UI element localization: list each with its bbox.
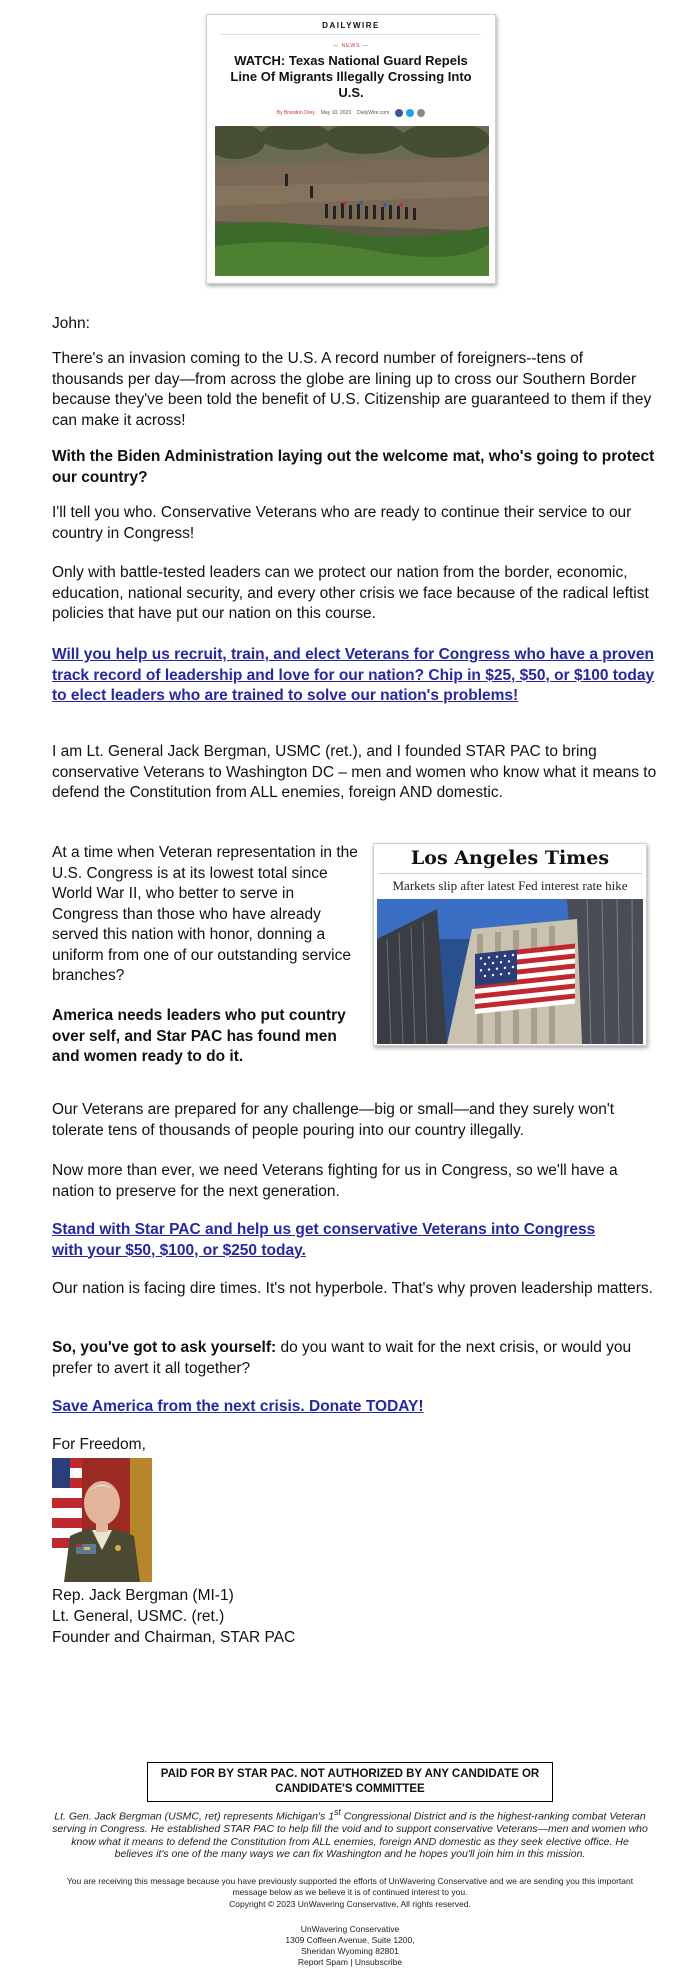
news-section-label: — NEWS — [333, 43, 369, 49]
receiving-notice: You are receiving this message because you have previously supported the efforts of UnWavering Conservative and we are sending you this important message below as we believe it is of continued interest to you. [66, 1876, 634, 1897]
share-icon [417, 109, 425, 117]
ask-yourself-rest: do you want to wait for the next crisis, or would you prefer to avert it all together? [52, 1339, 632, 1377]
paragraph-conservative-veterans: I'll tell you who. Conservative Veterans who are ready to continue their service to our country in Congress! [52, 504, 632, 542]
paragraph-biden-question: With the Biden Administration laying out the welcome mat, who's going to protect our country? [52, 448, 655, 486]
bergman-portrait [52, 1458, 152, 1582]
stock-exchange-photo [377, 899, 643, 1044]
report-spam-link[interactable]: Report Spam [297, 1957, 348, 1967]
paragraph-country-over-self: America needs leaders who put country over self, and Star PAC has found men and women ready to do it. [52, 1007, 346, 1065]
footer-links [52, 1957, 648, 1968]
org-name: UnWavering Conservative [300, 1924, 400, 1934]
signature-role: Founder and Chairman, STAR PAC [52, 1629, 296, 1646]
news-headline: WATCH: Texas National Guard Repels Line Of Migrants Illegally Crossing Into U.S. [230, 53, 472, 100]
la-times-masthead: Los Angeles Times [410, 847, 610, 869]
dailywire-news-card[interactable] [206, 14, 496, 284]
bio-part1: Lt. Gen. Jack Bergman (USMC, ret) represents Michigan's 1 [54, 1810, 335, 1823]
social-icons [395, 109, 425, 117]
paragraph-ask-yourself [52, 1338, 657, 1379]
twitter-icon [406, 109, 414, 117]
donate-link-stand-with[interactable]: Stand with Star PAC and help us get conservative Veterans into Congress with your $50, $100, or $250 today. [52, 1221, 596, 1259]
address-line-1: 1309 Coffeen Avenue, Suite 1200, [285, 1935, 415, 1945]
paragraph-star-pac-founding: I am Lt. General Jack Bergman, USMC (ret.), and I founded STAR PAC to bring conservative Veterans to Washington DC – men and women who know what it means to defend the Constitution from ALL enemies, foreign AND domestic. [52, 743, 657, 801]
la-times-headline: Markets slip after latest Fed interest rate hike [378, 873, 642, 894]
news-author: By Brandon Drey [276, 110, 315, 116]
facebook-icon [395, 109, 403, 117]
paid-for-disclaimer: PAID FOR BY STAR PAC. NOT AUTHORIZED BY ANY CANDIDATE OR CANDIDATE'S COMMITTEE [147, 1762, 553, 1802]
salutation: John: [52, 315, 90, 332]
news-site: DailyWire.com [357, 110, 390, 116]
address-line-2: Sheridan Wyoming 82801 [301, 1946, 399, 1956]
paragraph-battle-tested: Only with battle-tested leaders can we protect our nation from the border, economic, education, national security, and every other crisis we face because of the radical leftist policies that have put our nation on this course. [52, 564, 649, 622]
news-date: May 10, 2023 [320, 110, 352, 116]
donate-link-recruit[interactable]: Will you help us recruit, train, and elect Veterans for Congress who have a proven track record of leadership and love for our nation? Chip in $25, $50, or $100 today to elect leaders who are trained to solve our nation's problems! [52, 646, 655, 704]
ask-yourself-lead: So, you've got to ask yourself: [52, 1339, 277, 1356]
footer-separator: | [347, 1957, 355, 1967]
dailywire-logo: DAILYWIRE [221, 21, 481, 35]
paragraph-veterans-prepared: Our Veterans are prepared for any challenge—big or small—and they surely won't tolerate tens of thousands of people pouring into our country illegally. [52, 1101, 615, 1139]
bergman-bio [52, 1806, 648, 1861]
news-byline [207, 109, 495, 117]
donate-link-save-america[interactable]: Save America from the next crisis. Donate TODAY! [52, 1398, 424, 1415]
border-crossing-photo [215, 126, 489, 276]
paragraph-veteran-representation: At a time when Veteran representation in the U.S. Congress is at its lowest total since World War II, who better to serve in Congress than those who have already served this nation with honor, donning a uniform from one of our outstanding service branches? [52, 844, 358, 984]
unsubscribe-link[interactable]: Unsubscribe [354, 1957, 403, 1967]
la-times-card[interactable] [373, 843, 647, 1046]
paragraph-more-than-ever: Now more than ever, we need Veterans fighting for us in Congress, so we'll have a nation to preserve for the next generation. [52, 1162, 618, 1200]
bio-part2: Congressional District and is the highest-ranking combat Veteran serving in Congress. He established STAR PAC to help fill the void and to support conservative Veterans—men and women who know what it means to defend the Constitution from ALL enemies, foreign AND domestic as they seek elective office. He believes it's one of the many ways we can fix Washington and he hopes you'll join him in this mission. [52, 1810, 648, 1860]
copyright: Copyright © 2023 UnWavering Conservative, All rights reserved. [229, 1899, 471, 1909]
paragraph-dire-times: Our nation is facing dire times. It's not hyperbole. That's why proven leadership matters. [52, 1280, 653, 1297]
bio-sup: st [334, 1807, 341, 1817]
paragraph-invasion: There's an invasion coming to the U.S. A record number of foreigners--tens of thousands per day—from across the globe are lining up to cross our Southern Border because they've been told the benefit of U.S. Citizenship are guaranteed to them if they can make it across! [52, 350, 652, 429]
signature-name: Rep. Jack Bergman (MI-1) [52, 1587, 234, 1604]
signature-title: Lt. General, USMC. (ret.) [52, 1608, 225, 1625]
signature-closing: For Freedom, [52, 1436, 146, 1453]
